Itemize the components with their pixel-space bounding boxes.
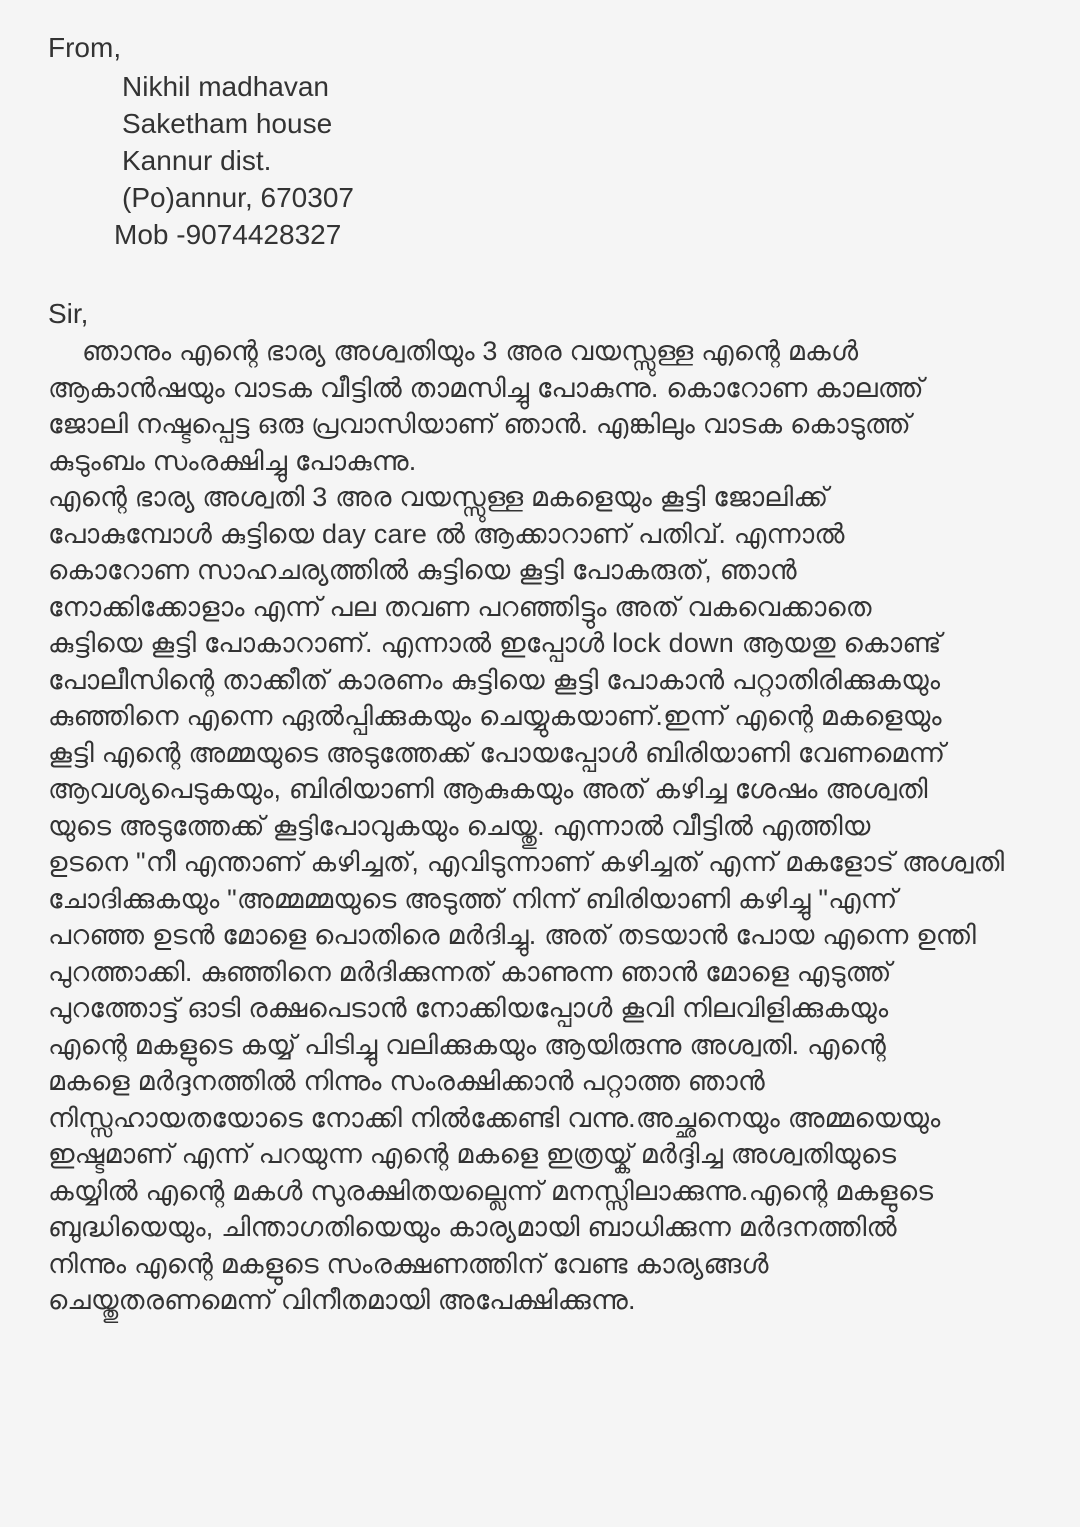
body-line: കൂട്ടി എന്റെ അമ്മയുടെ അടുത്തേക്ക് പോയപ്പോൾ ബിരിയാണി വേണമെന്ന് bbox=[48, 737, 946, 768]
body-line: ബുദ്ധിയെയും, ചിന്താഗതിയെയും കാര്യമായി ബാധിക്കുന്ന മർദനത്തിൽ bbox=[48, 1212, 897, 1242]
sender-mobile: Mob -9074428327 bbox=[114, 219, 342, 250]
salutation: Sir, bbox=[48, 298, 89, 329]
body-line: കുടുംബം സംരക്ഷിച്ചു പോകുന്നു. bbox=[48, 445, 417, 476]
from-label: From, bbox=[48, 32, 122, 63]
body-line: നിസ്സഹായതയോടെ നോക്കി നിൽക്കേണ്ടി വന്നു.അച്ഛനെയും അമ്മയെയും bbox=[48, 1102, 941, 1133]
body-line: നോക്കിക്കോളാം എന്ന് പല തവണ പറഞ്ഞിട്ടും അത് വകവെക്കാതെ bbox=[48, 591, 872, 622]
body-line: മകളെ മർദ്ദനത്തിൽ നിന്നും സംരക്ഷിക്കാൻ പറ്റാത്ത ഞാൻ bbox=[48, 1066, 765, 1096]
sender-postoffice-pin: (Po)annur, 670307 bbox=[122, 182, 354, 213]
body-line: ഞാനും എന്റെ ഭാര്യ അശ്വതിയും 3 അര വയസ്സുള്ള എന്റെ മകൾ bbox=[82, 336, 859, 366]
body-line: കയ്യിൽ എന്റെ മകൾ സുരക്ഷിതയല്ലെന്ന് മനസ്സിലാക്കുന്നു.എന്റെ മകളുടെ bbox=[48, 1175, 934, 1206]
body-line: പോലീസിന്റെ താക്കീത് കാരണം കുട്ടിയെ കൂട്ടി പോകാൻ പറ്റാതിരിക്കുകയും bbox=[48, 664, 941, 695]
body-line: നിന്നും എന്റെ മകളുടെ സംരക്ഷണത്തിന് വേണ്ട കാര്യങ്ങൾ bbox=[48, 1248, 769, 1279]
body-line: കൊറോണ സാഹചര്യത്തിൽ കുട്ടിയെ കൂട്ടി പോകരുത്, ഞാൻ bbox=[48, 555, 797, 585]
body-line: ഉടനെ "നീ എന്താണ് കഴിച്ചത്, എവിടുന്നാണ് കഴിച്ചത് എന്ന് മകളോട് അശ്വതി bbox=[48, 847, 1005, 877]
sender-address-block bbox=[114, 68, 1050, 253]
body-line: കുട്ടിയെ കൂട്ടി പോകാറാണ്. എന്നാൽ ഇപ്പോൾ lock down ആയതു കൊണ്ട് bbox=[48, 628, 942, 658]
body-line: എന്റെ ഭാര്യ അശ്വതി 3 അര വയസ്സുള്ള മകളെയും കൂട്ടി ജോലിക്ക് bbox=[48, 482, 829, 512]
sender-district: Kannur dist. bbox=[122, 145, 272, 176]
body-line: ചെയ്തുതരണമെന്ന് വിനീതമായി അപേക്ഷിക്കുന്നു. bbox=[48, 1285, 636, 1315]
body-line: ഇഷ്ടമാണ് എന്ന് പറയുന്ന എന്റെ മകളെ ഇത്രയ്ക് മർദ്ദിച്ച അശ്വതിയുടെ bbox=[48, 1139, 897, 1169]
body-line: പുറത്താക്കി. കുഞ്ഞിനെ മർദിക്കുന്നത് കാണുന്ന ഞാൻ മോളെ എടുത്ത് bbox=[48, 956, 892, 987]
sender-house: Saketham house bbox=[122, 108, 333, 139]
body-line: പുറത്തോട്ട് ഓടി രക്ഷപെടാൻ നോക്കിയപ്പോൾ കൂവി നിലവിളിക്കുകയും bbox=[48, 993, 889, 1023]
body-line: ചോദിക്കുകയും "അമ്മമ്മയുടെ അടുത്ത് നിന്ന് ബിരിയാണി കഴിച്ചു "എന്ന് bbox=[48, 883, 898, 914]
sender-name: Nikhil madhavan bbox=[122, 71, 329, 102]
body-line: ആകാൻഷയും വാടക വീട്ടിൽ താമസിച്ചു പോകുന്നു. കൊറോണ കാലത്ത് bbox=[48, 372, 924, 403]
body-line: ജോലി നഷ്ടപ്പെട്ട ഒരു പ്രവാസിയാണ് ഞാൻ. എങ്കിലും വാടക കൊടുത്ത് bbox=[48, 409, 911, 439]
body-line: യുടെ അടുത്തേക്ക് കൂട്ടിപോവുകയും ചെയ്തു. എന്നാൽ വീട്ടിൽ എത്തിയ bbox=[48, 810, 871, 841]
body-line: പറഞ്ഞ ഉടൻ മോളെ പൊതിരെ മർദിച്ചു. അത് തടയാൻ പോയ എന്നെ ഉന്തി bbox=[48, 920, 977, 950]
body-line: പോകുമ്പോൾ കുട്ടിയെ day care ൽ ആക്കാറാണ് പതിവ്. എന്നാൽ bbox=[48, 518, 845, 549]
body-line: കുഞ്ഞിനെ എന്നെ ഏൽപ്പിക്കുകയും ചെയ്യുകയാണ്.ഇന്ന് എന്റെ മകളെയും bbox=[48, 701, 942, 731]
body-line: ആവശ്യപെടുകയും, ബിരിയാണി ആകുകയും അത് കഴിച്ച ശേഷം അശ്വതി bbox=[48, 774, 928, 804]
body-line: എന്റെ മകളുടെ കയ്യ് പിടിച്ചു വലിക്കുകയും ആയിരുന്നു അശ്വതി. എന്റെ bbox=[48, 1029, 887, 1060]
letter-body bbox=[48, 333, 1050, 1319]
